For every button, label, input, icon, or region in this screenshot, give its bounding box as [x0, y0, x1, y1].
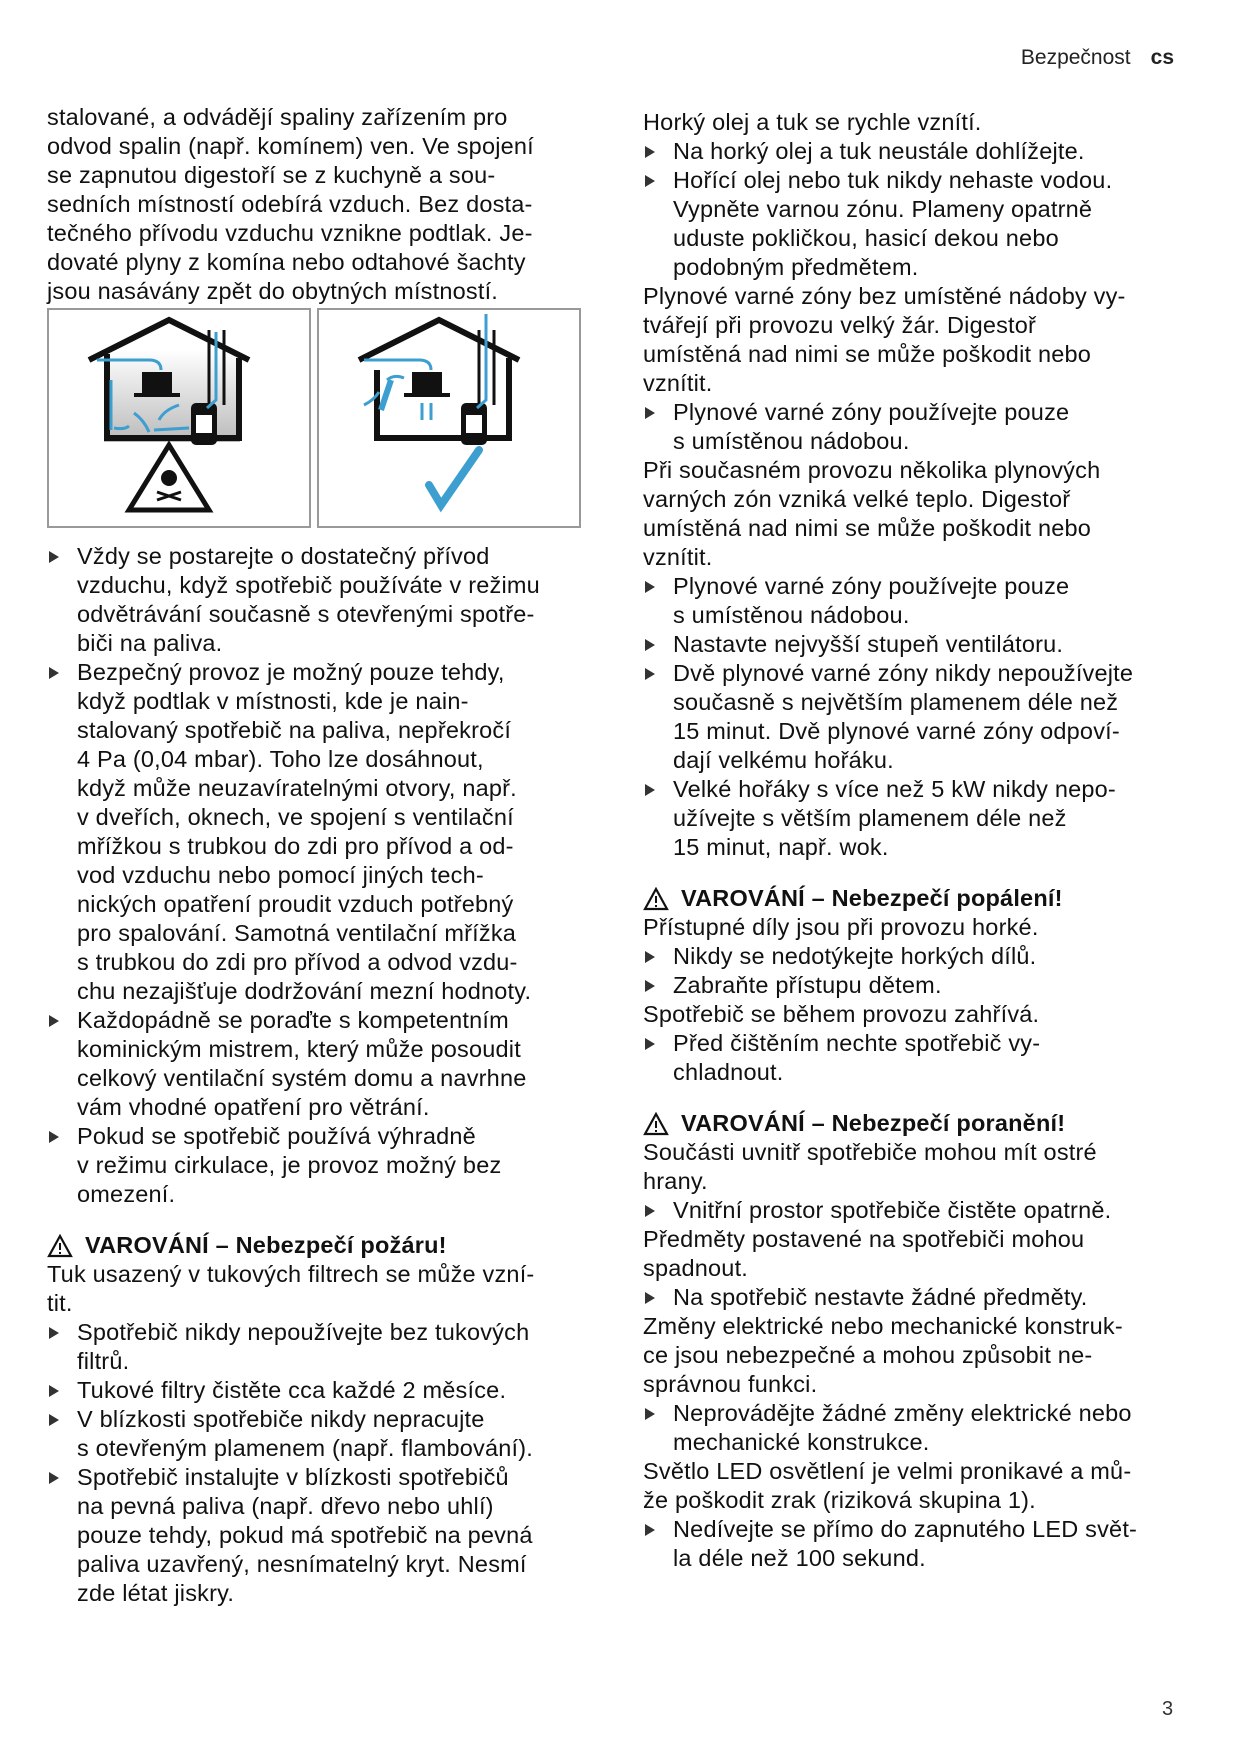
bullet-text: Vnitřní prostor spotřebiče čistěte opatrně.: [673, 1197, 1112, 1223]
paragraph: Při současném provozu několika plynových varných zón vzniká velké teplo. Digestoř umístěná nad nimi se může poškodit nebo vznítit.: [643, 457, 1101, 570]
warning-title: VAROVÁNÍ – Nebezpečí požáru!: [85, 1232, 447, 1258]
bullet-item: [643, 572, 1183, 630]
bullet-text: Každopádně se poraďte s kompetentním kominickým mistrem, který může posoudit celkový ventilační systém domu a navrhne vám vhodné opatření pro větrání.: [77, 1007, 527, 1120]
figure-safe-panel: [317, 308, 581, 528]
bullet-item: [47, 1122, 587, 1209]
bullet-text: Vždy se postarejte o dostatečný přívod vzduchu, když spotřebič používáte v režimu odvětrávání současně s otevřenými spotře- biči na paliva.: [77, 543, 540, 656]
bullet-arrow-icon: [645, 407, 655, 419]
paragraph: Součásti uvnitř spotřebiče mohou mít ostré hrany.: [643, 1139, 1097, 1194]
language-code: cs: [1150, 46, 1174, 69]
bullet-text: Pokud se spotřebič používá výhradně v režimu cirkulace, je provoz možný bez omezení.: [77, 1123, 502, 1207]
bullet-item: [643, 659, 1183, 775]
bullet-arrow-icon: [49, 1414, 59, 1426]
warning-title: VAROVÁNÍ – Nebezpečí poranění!: [681, 1110, 1066, 1136]
warning-triangle-icon: [643, 1112, 669, 1136]
left-column: [47, 103, 587, 1608]
bullet-item: [47, 1405, 587, 1463]
bullet-text: Tukové filtry čistěte cca každé 2 měsíce.: [77, 1377, 507, 1403]
bullet-item: [643, 166, 1183, 282]
bullet-text: V blízkosti spotřebiče nikdy nepracujte s otevřeným plamenem (např. flambování).: [77, 1406, 533, 1461]
warning-heading: [643, 1109, 1183, 1138]
bullet-text: Dvě plynové varné zóny nikdy nepoužívejte současně s největším plamenem déle než 15 minut. Dvě plynové varné zóny odpoví- dají velkému hořáku.: [673, 660, 1134, 773]
bullet-arrow-icon: [49, 667, 59, 679]
page-number: 3: [1162, 1698, 1174, 1720]
bullet-text: Nastavte nejvyšší stupeň ventilátoru.: [673, 631, 1064, 657]
bullet-item: [643, 1283, 1183, 1312]
bullet-item: [643, 1196, 1183, 1225]
bullet-item: [47, 1463, 587, 1608]
bullet-arrow-icon: [49, 1327, 59, 1339]
bullet-item: [643, 971, 1183, 1000]
bullet-arrow-icon: [645, 784, 655, 796]
running-header: [1021, 46, 1174, 70]
figure-unsafe-panel: [47, 308, 311, 528]
bullet-arrow-icon: [49, 551, 59, 563]
bullet-item: [643, 1399, 1183, 1457]
paragraph: Horký olej a tuk se rychle vznítí.: [643, 109, 982, 135]
bullet-text: Hořící olej nebo tuk nikdy nehaste vodou. Vypněte varnou zónu. Plameny opatrně uduste pokličkou, hasicí dekou nebo podobným předmětem.: [673, 167, 1113, 280]
bullet-arrow-icon: [645, 1408, 655, 1420]
bullet-arrow-icon: [645, 1292, 655, 1304]
bullet-arrow-icon: [645, 980, 655, 992]
paragraph: Přístupné díly jsou při provozu horké.: [643, 914, 1039, 940]
bullet-arrow-icon: [645, 581, 655, 593]
bullet-arrow-icon: [49, 1131, 59, 1143]
bullet-arrow-icon: [645, 951, 655, 963]
paragraph: Spotřebič se během provozu zahřívá.: [643, 1001, 1040, 1027]
bullet-arrow-icon: [645, 668, 655, 680]
bullet-item: [643, 1029, 1183, 1087]
bullet-text: Neprovádějte žádné změny elektrické nebo mechanické konstrukce.: [673, 1400, 1132, 1455]
bullet-text: Velké hořáky s více než 5 kW nikdy nepo- užívejte s větším plamenem déle než 15 minut, např. wok.: [673, 776, 1116, 860]
paragraph: Plynové varné zóny bez umístěné nádoby vy- tvářejí při provozu velký žár. Digestoř umístěná nad nimi se může poškodit nebo vznítit.: [643, 283, 1126, 396]
bullet-arrow-icon: [645, 639, 655, 651]
bullet-item: [47, 542, 587, 658]
bullet-item: [47, 1006, 587, 1122]
bullet-item: [643, 1515, 1183, 1573]
bullet-text: Spotřebič nikdy nepoužívejte bez tukových filtrů.: [77, 1319, 530, 1374]
bullet-arrow-icon: [645, 1038, 655, 1050]
bullet-arrow-icon: [49, 1472, 59, 1484]
bullet-item: [47, 658, 587, 1006]
house-ventilated-illustration: [319, 310, 579, 526]
bullet-text: Nikdy se nedotýkejte horkých dílů.: [673, 943, 1037, 969]
house-underpressure-illustration: [49, 310, 309, 526]
bullet-text: Na horký olej a tuk neustále dohlížejte.: [673, 138, 1085, 164]
bullet-item: [643, 775, 1183, 862]
ventilation-figure: [47, 308, 587, 528]
warning-heading: [643, 884, 1183, 913]
paragraph: stalované, a odvádějí spaliny zařízením pro odvod spalin (např. komínem) ven. Ve spojení se zapnutou digestoří se z kuchyně a sou- sedních místností odebírá vzduch. Bez dosta- tečného přívodu vzduchu vznikne podtlak. Je- dovaté plyny z komína nebo odtahové šachty jsou nasávány zpět do obytných místností.: [47, 104, 534, 304]
paragraph: Předměty postavené na spotřebiči mohou spadnout.: [643, 1226, 1085, 1281]
bullet-item: [643, 398, 1183, 456]
bullet-item: [47, 1376, 587, 1405]
bullet-text: Plynové varné zóny používejte pouze s umístěnou nádobou.: [673, 399, 1070, 454]
bullet-item: [643, 137, 1183, 166]
bullet-text: Na spotřebič nestavte žádné předměty.: [673, 1284, 1088, 1310]
bullet-text: Bezpečný provoz je možný pouze tehdy, když podtlak v místnosti, kde je nain- stalovaný spotřebič na paliva, nepřekročí 4 Pa (0,04 mbar). Toho lze dosáhnout, když může neuzavíratelnými otvory, např. v dveřích, oknech, ve spojení s ventilační mřížkou s trubkou do zdi pro přívod a od- vod vzduchu nebo pomocí jiných tech- nických opatření proudit vzduch potřebný pro spalování. Samotná ventilační mřížka s trubkou do zdi pro přívod a odvod vzdu- chu nezajišťuje dodržování mezní hodnoty.: [77, 659, 532, 1004]
warning-heading: [47, 1231, 587, 1260]
warning-triangle-icon: [47, 1234, 73, 1258]
bullet-text: Zabraňte přístupu dětem.: [673, 972, 942, 998]
right-column: [643, 108, 1183, 1573]
section-title: Bezpečnost: [1020, 46, 1131, 69]
bullet-text: Nedívejte se přímo do zapnutého LED svět- la déle než 100 sekund.: [673, 1516, 1138, 1571]
warning-triangle-icon: [643, 887, 669, 911]
bullet-text: Před čištěním nechte spotřebič vy- chladnout.: [673, 1030, 1041, 1085]
checkmark-icon: [429, 450, 479, 505]
paragraph: Změny elektrické nebo mechanické konstruk- ce jsou nebezpečné a mohou způsobit ne- správnou funkci.: [643, 1313, 1123, 1397]
bullet-text: Plynové varné zóny používejte pouze s umístěnou nádobou.: [673, 573, 1070, 628]
bullet-arrow-icon: [645, 146, 655, 158]
bullet-item: [47, 1318, 587, 1376]
paragraph: Tuk usazený v tukových filtrech se může vzní- tit.: [47, 1261, 535, 1316]
bullet-text: Spotřebič instalujte v blízkosti spotřebičů na pevná paliva (např. dřevo nebo uhlí) pouze tehdy, pokud má spotřebič na pevná paliva uzavřený, nesnímatelný kryt. Nesmí zde létat jiskry.: [77, 1464, 533, 1606]
bullet-item: [643, 630, 1183, 659]
bullet-arrow-icon: [645, 1205, 655, 1217]
bullet-arrow-icon: [645, 175, 655, 187]
bullet-item: [643, 942, 1183, 971]
bullet-arrow-icon: [49, 1015, 59, 1027]
paragraph: Světlo LED osvětlení je velmi pronikavé a mů- že poškodit zrak (riziková skupina 1).: [643, 1458, 1132, 1513]
bullet-arrow-icon: [645, 1524, 655, 1536]
warning-title: VAROVÁNÍ – Nebezpečí popálení!: [681, 885, 1063, 911]
bullet-arrow-icon: [49, 1385, 59, 1397]
